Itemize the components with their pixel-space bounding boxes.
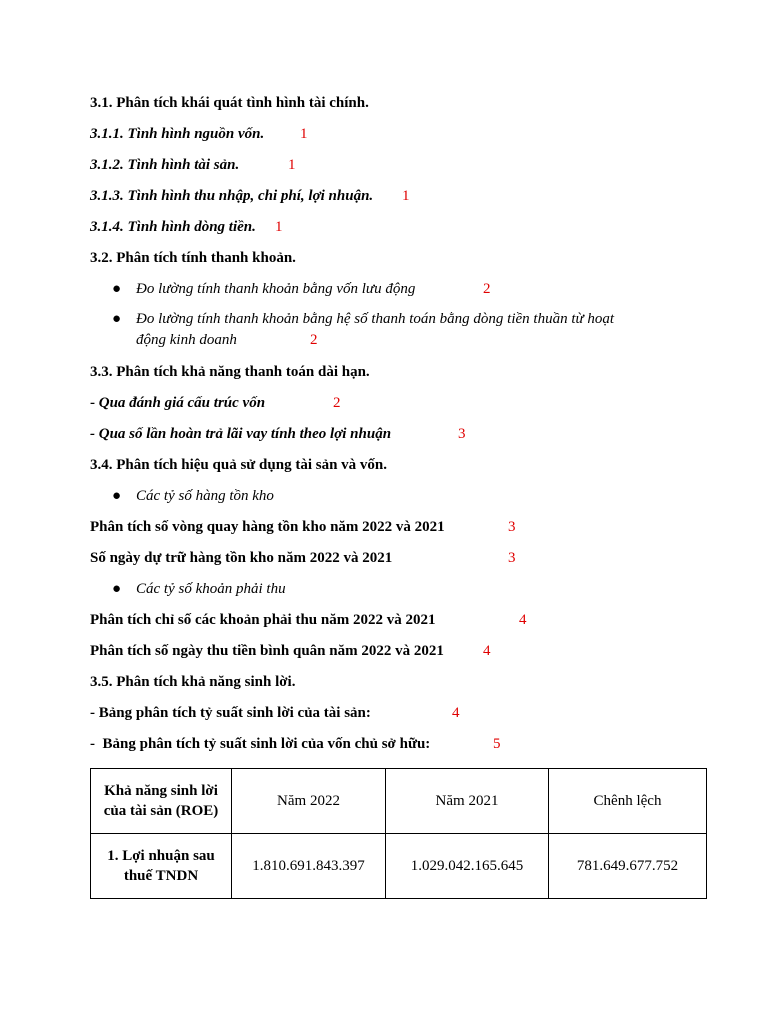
dash-text: Bảng phân tích tỷ suất sinh lời của vốn chủ sở hữu: [102,736,431,752]
dash-item-sinh-loi-tai-san [90,702,710,733]
heading-3-5 [90,671,710,702]
dash-item-hoan-tra-lai-vay [90,423,710,454]
bullet-item-hang-ton-kho [90,485,710,516]
heading-3-2 [90,247,710,278]
bullet-icon: ● [112,311,122,327]
paragraph-text: Phân tích số vòng quay hàng tồn kho năm 2022 và 2021 [90,519,445,535]
bullet-item-khoan-phai-thu [90,578,710,609]
bullet-text: Đo lường tính thanh khoản bằng hệ số thanh toán bằng dòng tiền thuần từ hoạt [136,311,615,327]
bullet-item-dong-tien-thuan [90,309,710,361]
document-body [90,92,710,764]
bullet-icon: ● [112,488,122,504]
page-number: 3 [508,550,516,566]
page-number: 4 [452,705,460,721]
table-cell: 781.649.677.752 [549,834,707,899]
table-cell: 1.810.691.843.397 [232,834,386,899]
table-header-row [91,769,707,834]
table-cell: 1.029.042.165.645 [386,834,549,899]
dash-text: Qua đánh giá cấu trúc vốn [98,395,266,411]
table-header-cell: Chênh lệch [549,769,707,834]
heading-3-1-3 [90,185,710,216]
page-number: 1 [288,157,296,173]
dash-marker: - [90,736,95,752]
bullet-text: Các tỷ số hàng tồn kho [136,488,274,504]
table-header-cell: Năm 2022 [232,769,386,834]
heading-text: 3.1.1. Tình hình nguồn vốn. [90,126,265,142]
page-number: 2 [483,281,491,297]
heading-text: 3.1.2. Tình hình tài sản. [90,157,240,173]
paragraph-vong-quay-htk [90,516,710,547]
heading-text: 3.1.4. Tình hình dòng tiền. [90,219,256,235]
page-number: 5 [493,736,501,752]
heading-3-1 [90,92,710,123]
bullet-item-von-luu-dong [90,278,710,309]
bullet-icon: ● [112,281,122,297]
table-row [91,834,707,899]
paragraph-text: Phân tích số ngày thu tiền bình quân năm 2022 và 2021 [90,643,444,659]
heading-text: 3.3. Phân tích khả năng thanh toán dài hạn. [90,364,370,380]
heading-text: 3.4. Phân tích hiệu quả sử dụng tài sản và vốn. [90,457,388,473]
dash-item-cau-truc-von [90,392,710,423]
heading-text: 3.5. Phân tích khả năng sinh lời. [90,674,296,690]
page-number: 4 [519,612,527,628]
heading-3-1-1 [90,123,710,154]
paragraph-text: Số ngày dự trữ hàng tồn kho năm 2022 và 2021 [90,550,393,566]
page-number: 1 [275,219,283,235]
heading-3-1-2 [90,154,710,185]
bullet-text-continued: động kinh doanh [136,332,237,348]
table-header-cell: Khả năng sinh lời của tài sản (ROE) [91,769,232,834]
heading-3-3 [90,361,710,392]
dash-marker: - [90,705,95,721]
bullet-text: Các tỷ số khoản phải thu [136,581,286,597]
table-header-cell: Năm 2021 [386,769,549,834]
bullet-text: Đo lường tính thanh khoản bằng vốn lưu động [136,281,416,297]
paragraph-chi-so-phai-thu [90,609,710,640]
paragraph-ngay-thu-tien [90,640,710,671]
table-cell: 1. Lợi nhuận sau thuế TNDN [91,834,232,899]
bullet-icon: ● [112,581,122,597]
heading-text: 3.1. Phân tích khái quát tình hình tài chính. [90,95,369,111]
paragraph-ngay-du-tru-htk [90,547,710,578]
roe-table [90,768,707,899]
heading-text: 3.1.3. Tình hình thu nhập, chi phí, lợi nhuận. [90,188,374,204]
heading-3-4 [90,454,710,485]
dash-text: Bảng phân tích tỷ suất sinh lời của tài sản: [98,705,371,721]
page-number: 1 [402,188,410,204]
page-number: 1 [300,126,308,142]
paragraph-text: Phân tích chỉ số các khoản phải thu năm 2022 và 2021 [90,612,436,628]
heading-3-1-4 [90,216,710,247]
dash-item-sinh-loi-von-csh [90,733,710,764]
page-number: 4 [483,643,491,659]
dash-text: - Qua số lần hoàn trả lãi vay tính theo lợi nhuận [90,426,392,442]
page-number: 2 [310,332,318,348]
page-number: 2 [333,395,341,411]
dash-marker: - [90,395,95,411]
heading-text: 3.2. Phân tích tính thanh khoản. [90,250,296,266]
page-number: 3 [508,519,516,535]
page-number: 3 [458,426,466,442]
